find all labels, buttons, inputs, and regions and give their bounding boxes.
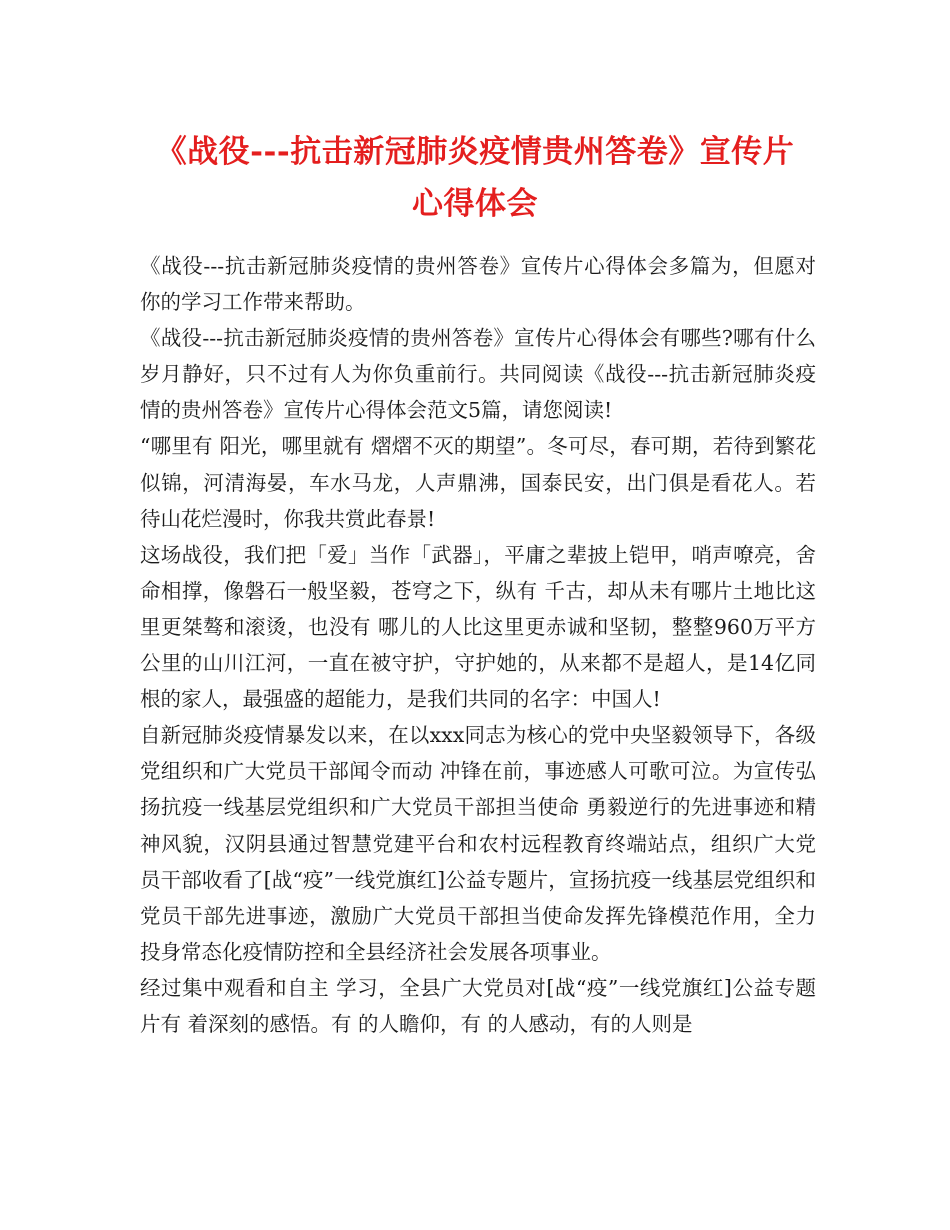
paragraph-quote: “哪里有 阳光，哪里就有 熠熠不灭的期望”。冬可尽，春可期，若待到繁花似锦，河清海晏，车水马龙，人声鼎沸，国泰民安，出门俱是看花人。若待山花烂漫时，你我共赏此春景! (140, 434, 816, 531)
paragraph-study: 经过集中观看和自主 学习，全县广大党员对[战“疫”一线党旗红]公益专题片有 着深刻的感悟。有 的人瞻仰，有 的人感动，有的人则是 (140, 975, 816, 1036)
paragraph-intro: 《战役---抗击新冠肺炎疫情的贵州答卷》宣传片心得体会多篇为，但愿对你的学习工作带来帮助。 (140, 254, 816, 315)
paragraph-battle: 这场战役，我们把「爱」当作「武器」，平庸之辈披上铠甲，哨声嘹亮，舍命相撑，像磐石一般坚毅，苍穹之下，纵有 千古，却从未有哪片土地比这里更桀骜和滚烫，也没有 哪儿的人比这里更赤诚和坚韧，整整960万平方公里的山川江河，一直在被守护，守护她的，从来都不是超人，是14亿同根的家人，最强盛的超能力，是我们共同的名字：中国人! (140, 542, 816, 712)
paragraph-party: 自新冠肺炎疫情暴发以来，在以xxx同志为核心的党中央坚毅领导下，各级党组织和广大党员干部闻令而动 冲锋在前，事迹感人可歌可泣。为宣传弘扬抗疫一线基层党组织和广大党员干部担当使命 勇毅逆行的先进事迹和精神风貌，汉阴县通过智慧党建平台和农村远程教育终端站点，组织广大党员干部收看了[战“疫”一线党旗红]公益专题片，宣扬抗疫一线基层党组织和党员干部先进事迹，激励广大党员干部担当使命发挥先锋模范作用，全力投身常态化疫情防控和全县经济社会发展各项事业。 (140, 723, 816, 964)
document-body (140, 248, 816, 1042)
document-title: 《战役---抗击新冠肺炎疫情贵州答卷》宣传片心得体会 (155, 134, 795, 222)
paragraph-question: 《战役---抗击新冠肺炎疫情的贵州答卷》宣传片心得体会有哪些?哪有什么岁月静好，只不过有人为你负重前行。共同阅读《战役---抗击新冠肺炎疫情的贵州答卷》宣传片心得体会范文5篇，请您阅读! (140, 326, 816, 423)
